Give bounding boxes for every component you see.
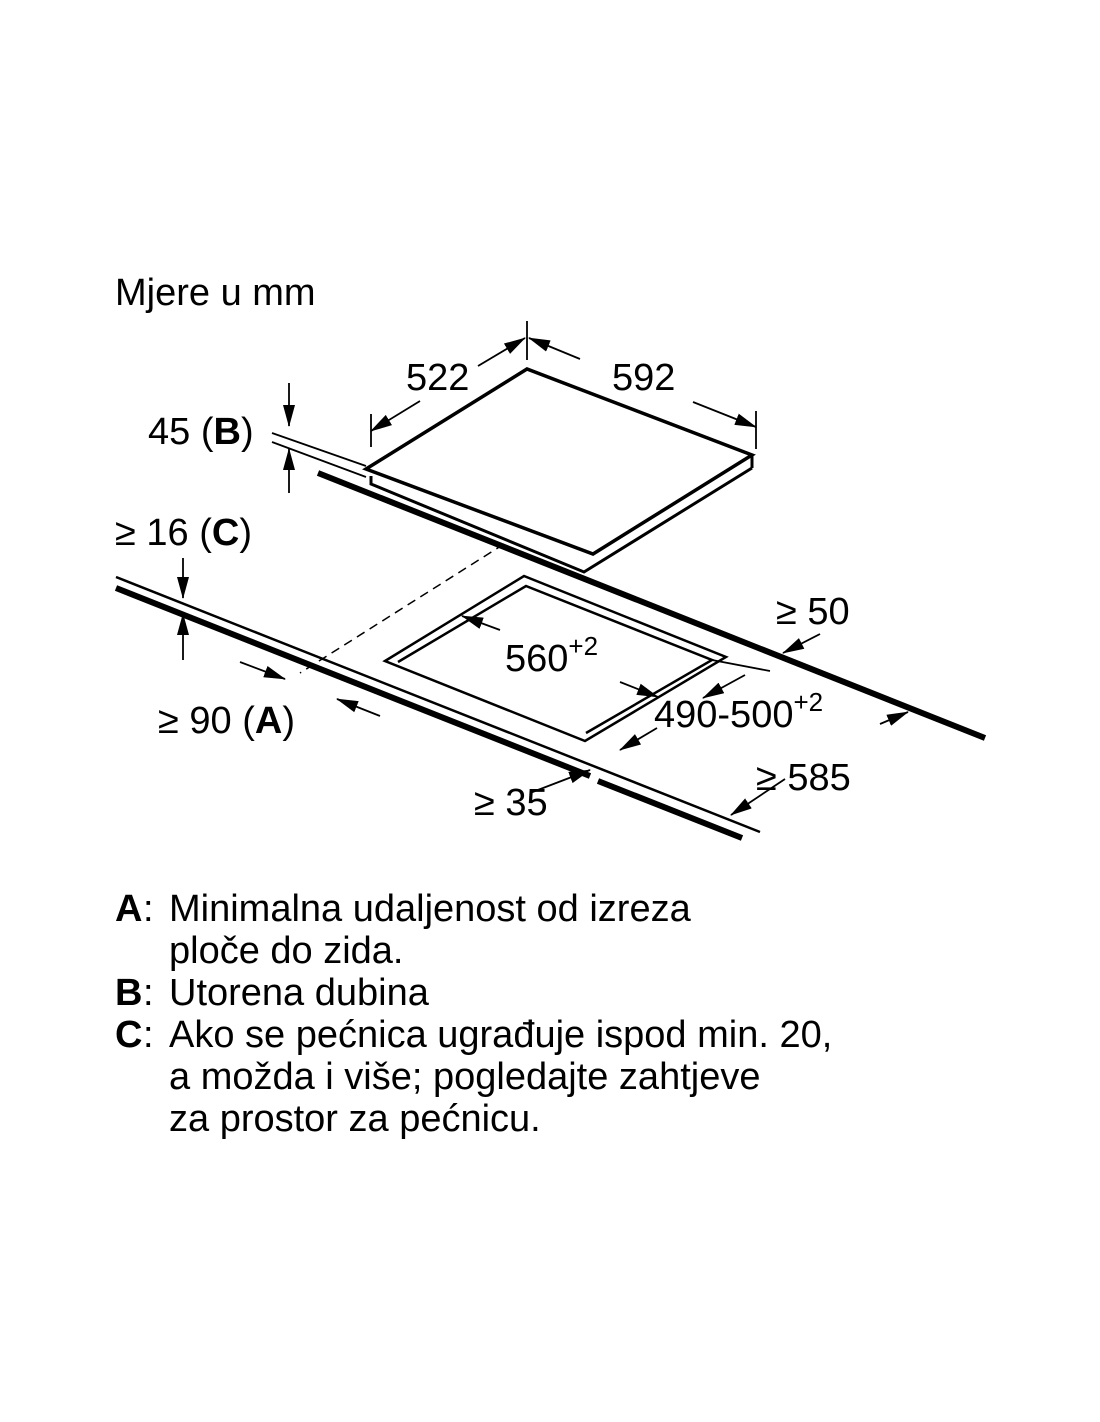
label-worktop-depth: ≥ 585 (756, 757, 851, 799)
label-hob-depth: 522 (406, 357, 470, 399)
hidden-edge (300, 544, 504, 673)
label-cutout-depth: $490-500^{+2}$ (654, 687, 824, 736)
hob-base-edge (371, 468, 752, 572)
worktop-front-bottom-edge (116, 588, 590, 776)
units-title: Mjere u mm (115, 272, 316, 314)
label-front-clearance: ≥ 35 (474, 782, 548, 824)
legend-text: Minimalna udaljenost od izreza ploče do zida. (169, 888, 691, 972)
legend-key: A (115, 888, 143, 930)
worktop-front-bottom-edge-2 (598, 781, 742, 838)
legend-item-c (115, 1014, 832, 1140)
label-cutout-width: $560^{+2}$ (505, 631, 599, 680)
legend-key: B (115, 972, 143, 1014)
worktop-back-edge (318, 473, 985, 738)
legend-text: Utorena dubina (169, 972, 429, 1014)
legend-colon: : (143, 1014, 154, 1056)
legend-colon: : (143, 888, 154, 930)
legend-key: C (115, 1014, 143, 1056)
label-a: ≥ 90 (A) (158, 700, 296, 742)
label-c: ≥ 16 (C) (115, 512, 253, 554)
label-hob-width: 592 (612, 357, 676, 399)
legend-text: Ako se pećnica ugrađuje ispod min. 20, a možda i više; pogledajte zahtjeve za prostor za pećnicu. (169, 1014, 833, 1140)
legend-item-b (115, 972, 832, 1014)
label-wall-clearance: ≥ 50 (776, 591, 850, 633)
legend (115, 888, 832, 1140)
legend-item-a (115, 888, 832, 972)
legend-colon: : (143, 972, 154, 1014)
hob (366, 369, 752, 572)
label-b: 45 (B) (148, 411, 254, 453)
